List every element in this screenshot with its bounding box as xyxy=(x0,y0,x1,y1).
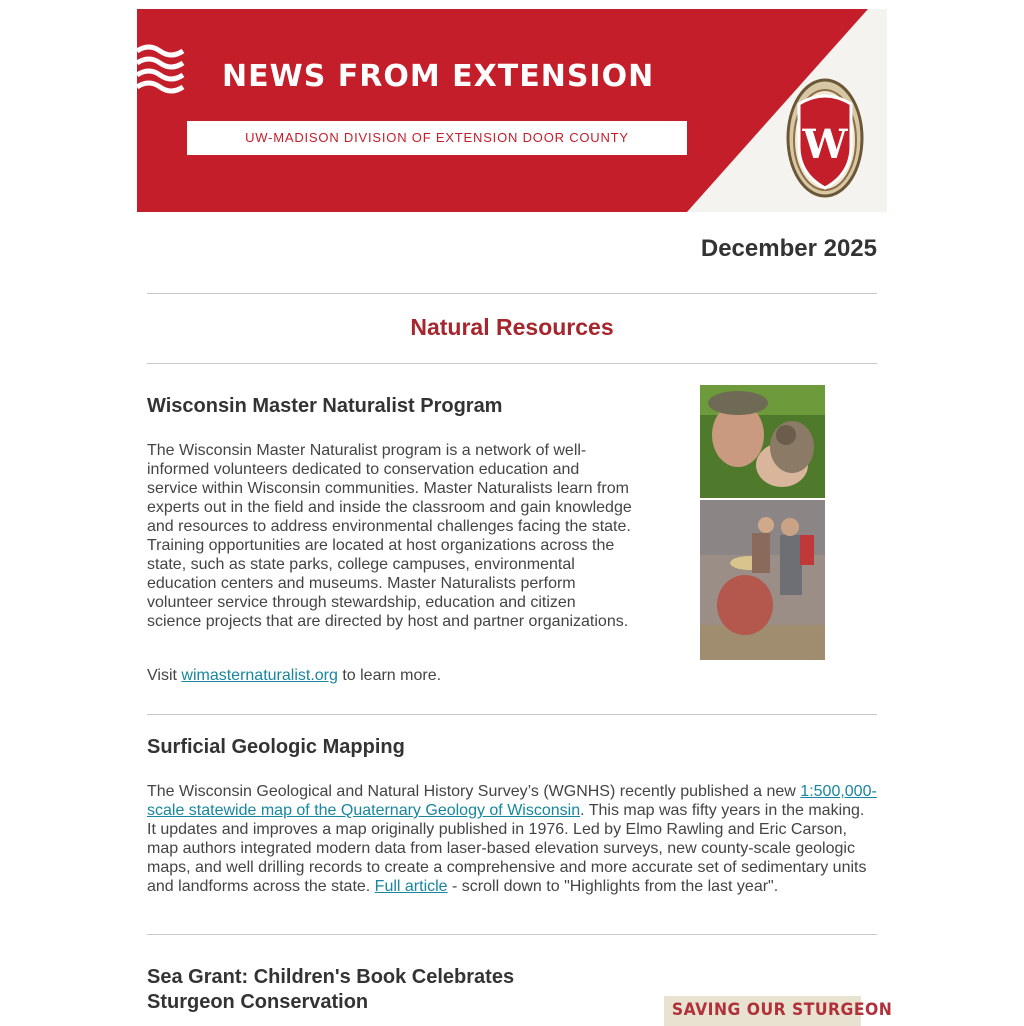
issue-date: December 2025 xyxy=(700,235,877,262)
banner-title: NEWS FROM EXTENSION xyxy=(222,59,655,94)
article-visit-line: Visit wimasternaturalist.org to learn more. xyxy=(147,667,442,684)
divider xyxy=(147,293,877,294)
divider xyxy=(147,714,877,715)
crest-letter: W xyxy=(802,121,848,168)
header-banner xyxy=(137,9,887,212)
section-title: Natural Resources xyxy=(410,314,614,340)
article-body-master-naturalist: The Wisconsin Master Naturalist program is a network of well-informed volunteers dedicated to conservation education and service within Wisconsin communities. Master Naturalists learn from experts out in the field and inside the classroom and gain knowledge and resources to address environmental challenges facing the state. Training opportunities are located at host organizations across the state, such as state parks, college campuses, environmental education centers and museums. Master Naturalists perform volunteer service through stewardship, education and citizen science projects that are directed by host and partner organizations. xyxy=(147,442,632,630)
article-title-sea-grant: Sea Grant: Children's Book Celebrates Sturgeon Conservation xyxy=(147,966,515,1013)
divider xyxy=(147,363,877,364)
quaternary-geology-map-link[interactable]: 1:500,000-scale statewide map of the Quaternary Geology of Wisconsin xyxy=(147,783,877,819)
naturalist-photo xyxy=(700,385,825,660)
divider xyxy=(147,934,877,935)
article-title-master-naturalist: Wisconsin Master Naturalist Program xyxy=(147,395,503,417)
uw-crest-logo xyxy=(785,76,865,200)
wimasternaturalist-link[interactable]: wimasternaturalist.org xyxy=(181,667,338,684)
waves-icon xyxy=(137,45,183,95)
naturalist-photo-image xyxy=(700,385,825,660)
book-cover-title: SAVING OUR STURGEON xyxy=(671,1000,893,1020)
article-title-geologic-mapping: Surficial Geologic Mapping xyxy=(147,736,405,758)
full-article-link[interactable]: Full article xyxy=(374,878,448,895)
sturgeon-book-cover xyxy=(664,996,893,1026)
banner-cream-corner xyxy=(137,9,887,212)
article-body-geologic-mapping: The Wisconsin Geological and Natural History Survey’s (WGNHS) recently published a new 1:500,000-scale statewide map of the Quaternary Geology of Wisconsin. This map was fifty years in the making. It updates and improves a map originally published in 1976. Led by Elmo Rawling and Eric Carson, map authors integrated modern data from laser-based elevation surveys, new county-scale geologic maps, and well drilling records to create a comprehensive and more accurate set of sedimentary units and landforms across the state. Full article - scroll down to "Highlights from the last year". xyxy=(147,783,877,895)
banner-subtitle: UW-MADISON DIVISION OF EXTENSION DOOR COUNTY xyxy=(187,121,687,155)
